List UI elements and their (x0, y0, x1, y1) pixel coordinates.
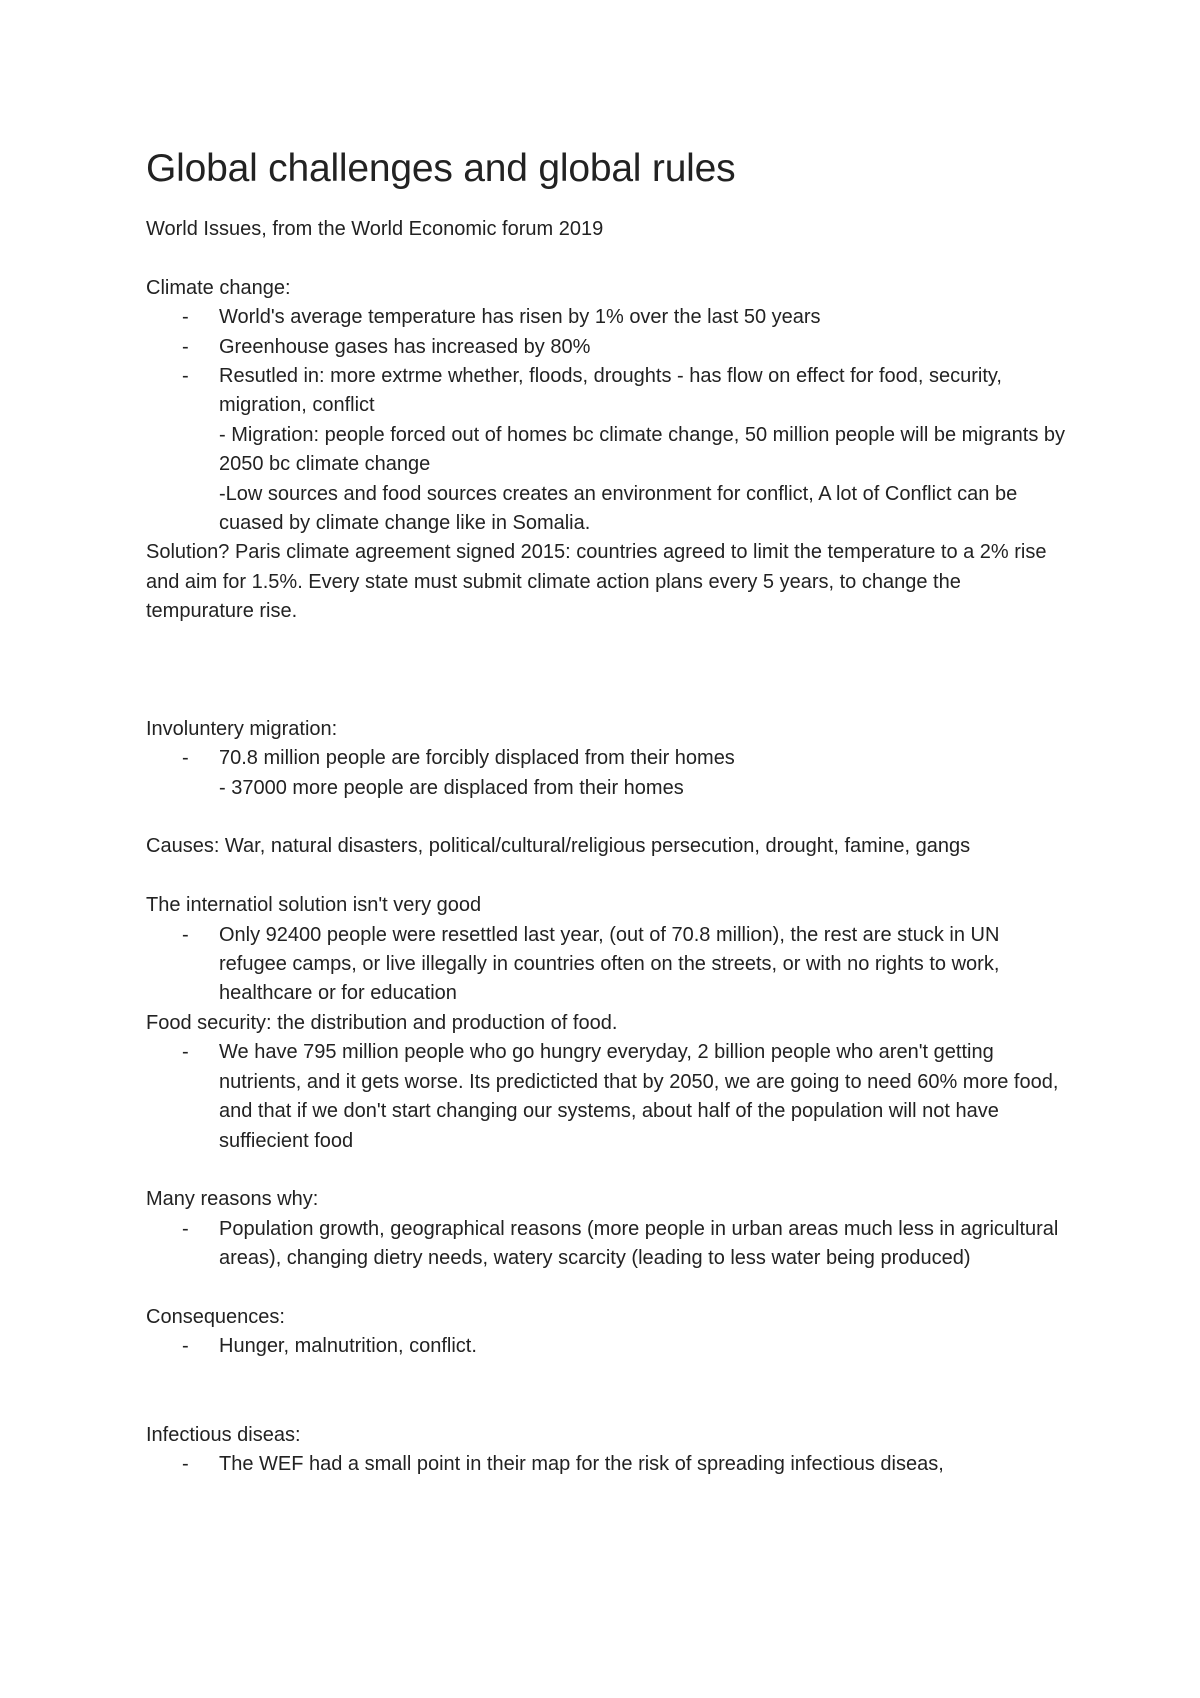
list-item (146, 303, 1066, 332)
list-item-text: Resutled in: more extrme whether, floods, droughts - has flow on effect for food, security, migration, conflict (219, 365, 1002, 417)
climate-heading: Climate change: (146, 276, 291, 299)
spacer (146, 244, 1066, 273)
list-item (146, 1332, 1066, 1361)
migration-causes: Causes: War, natural disasters, political/cultural/religious persecution, drought, famine, gangs (146, 835, 971, 858)
food-heading: Food security: the distribution and production of food. (146, 1011, 618, 1034)
list-item (146, 744, 1066, 803)
bullet-dash: - (182, 747, 189, 770)
spacer (146, 1274, 1066, 1303)
spacer (146, 803, 1066, 832)
bullet-dash: - (182, 335, 189, 358)
list-item-text: We have 795 million people who go hungry everyday, 2 billion people who aren't getting nutrients, and it gets worse. Its predicticted that by 2050, we are going to need 60% more food, and that if we don't start changing our systems, about half of the population will not have suffiecient food (219, 1041, 1059, 1152)
disease-heading: Infectious diseas: (146, 1423, 301, 1446)
list-item-text: Greenhouse gases has increased by 80% (219, 335, 591, 358)
spacer (146, 862, 1066, 891)
list-item (146, 362, 1066, 538)
bullet-dash: - (182, 1335, 189, 1358)
document-subtitle: World Issues, from the World Economic forum 2019 (146, 218, 604, 240)
spacer (146, 1156, 1066, 1185)
document-content (146, 145, 1066, 1479)
bullet-dash: - (182, 1217, 189, 1240)
list-item-text: Only 92400 people were resettled last year, (out of 70.8 million), the rest are stuck in UN refugee camps, or live illegally in countries often on the streets, or with no rights to work, healthcare or for education (219, 923, 1000, 1005)
food-reasons-heading: Many reasons why: (146, 1188, 319, 1211)
bullet-dash: - (182, 306, 189, 329)
list-subitem: - 37000 more people are displaced from their homes (219, 776, 684, 799)
bullet-dash: - (182, 1041, 189, 1064)
list-item-text: 70.8 million people are forcibly displaced from their homes (219, 747, 735, 770)
list-item (146, 921, 1066, 1009)
bullet-dash: - (182, 1452, 189, 1475)
list-item (146, 1038, 1066, 1156)
list-subitem: -Low sources and food sources creates an environment for conflict, A lot of Conflict can be cuased by climate change like in Somalia. (219, 482, 1018, 535)
bullet-dash: - (182, 923, 189, 946)
migration-heading: Involuntery migration: (146, 717, 338, 740)
food-consequences-heading: Consequences: (146, 1305, 285, 1328)
list-item-text: Hunger, malnutrition, conflict. (219, 1335, 477, 1358)
list-item (146, 333, 1066, 362)
spacer (146, 627, 1066, 715)
list-item (146, 1450, 1066, 1479)
migration-intl-heading: The internatiol solution isn't very good (146, 894, 482, 917)
climate-solution: Solution? Paris climate agreement signed 2015: countries agreed to limit the temperature to a 2% rise and aim for 1.5%. Every state must submit climate action plans every 5 years, to change the tempurature rise. (146, 541, 1047, 623)
list-subitem: - Migration: people forced out of homes bc climate change, 50 million people will be migrants by 2050 bc climate change (219, 423, 1065, 476)
list-item (146, 1215, 1066, 1274)
document-title: Global challenges and global rules (146, 147, 736, 190)
list-item-text: World's average temperature has risen by 1% over the last 50 years (219, 306, 821, 329)
list-item-text: The WEF had a small point in their map for the risk of spreading infectious diseas, (219, 1452, 944, 1475)
spacer (146, 1362, 1066, 1421)
bullet-dash: - (182, 365, 189, 388)
list-item-text: Population growth, geographical reasons (more people in urban areas much less in agricultural areas), changing dietry needs, watery scarcity (leading to less water being produced) (219, 1217, 1059, 1270)
